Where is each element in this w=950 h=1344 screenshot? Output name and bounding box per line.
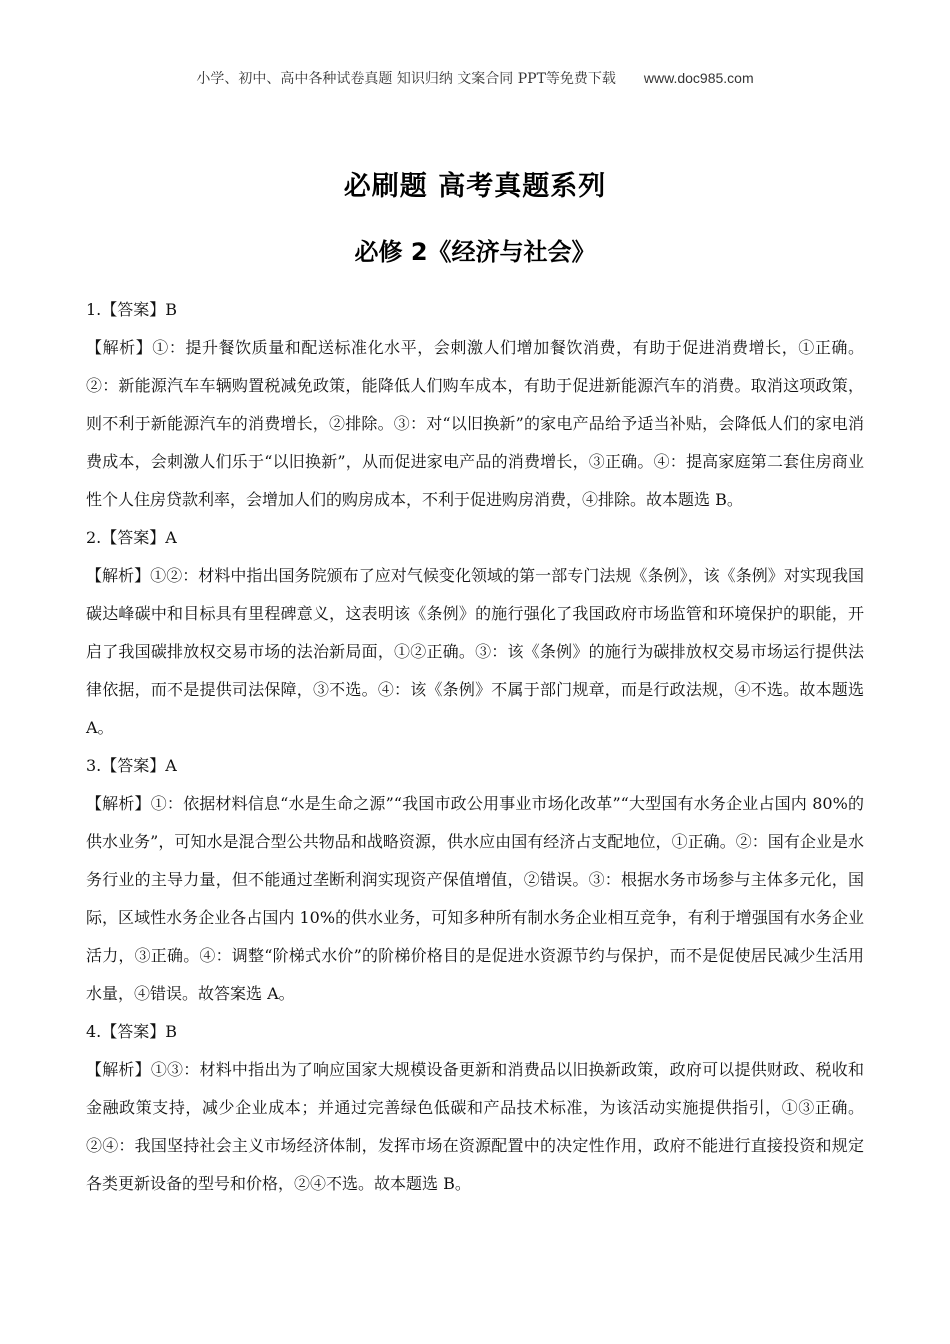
question-block xyxy=(86,291,864,519)
question-analysis: 【解析】①：提升餐饮质量和配送标准化水平，会刺激人们增加餐饮消费，有助于促进消费增长，①正确。②：新能源汽车车辆购置税减免政策，能降低人们购车成本，有助于促进新能源汽车的消费。取消这项政策，则不利于新能源汽车的消费增长，②排除。③：对“以旧换新”的家电产品给予适当补贴，会降低人们的家电消费成本，会刺激人们乐于“以旧换新”，从而促进家电产品的消费增长，③正确。④：提高家庭第二套住房商业性个人住房贷款利率，会增加人们的购房成本，不利于促进购房消费，④排除。故本题选 B。 xyxy=(86,338,864,509)
question-block xyxy=(86,747,864,1013)
document-title: 必刷题 高考真题系列 xyxy=(343,171,607,202)
page-header xyxy=(0,68,950,88)
question-answer: 1.【答案】B xyxy=(86,300,178,319)
answer-list xyxy=(86,291,864,1203)
header-site-link[interactable]: www.doc985.com xyxy=(643,70,754,86)
question-answer: 3.【答案】A xyxy=(86,756,177,775)
question-analysis: 【解析】①：依据材料信息“水是生命之源”“我国市政公用事业市场化改革”“大型国有水务企业占国内 80%的供水业务”，可知水是混合型公共物品和战略资源，供水应由国有经济占支配地位，①正确。②：国有企业是水务行业的主导力量，但不能通过垄断利润实现资产保值增值，②错误。③：根据水务市场参与主体多元化，国际，区域性水务企业各占国内 10%的供水业务，可知多种所有制水务企业相互竞争，有利于增强国有水务企业活力，③正确。④：调整“阶梯式水价”的阶梯价格目的是促进水资源节约与保护，而不是促使居民减少生活用水量，④错误。故答案选 A。 xyxy=(86,794,864,1003)
question-analysis: 【解析】①②：材料中指出国务院颁布了应对气候变化领域的第一部专门法规《条例》，该《条例》对实现我国碳达峰碳中和目标具有里程碑意义，这表明该《条例》的施行强化了我国政府市场监管和环境保护的职能，开启了我国碳排放权交易市场的法治新局面，①②正确。③：该《条例》的施行为碳排放权交易市场运行提供法律依据，而不是提供司法保障，③不选。④：该《条例》不属于部门规章，而是行政法规，④不选。故本题选 A。 xyxy=(86,566,864,737)
question-answer: 2.【答案】A xyxy=(86,528,177,547)
question-block xyxy=(86,519,864,747)
header-text: 小学、初中、高中各种试卷真题 知识归纳 文案合同 PPT等免费下载 xyxy=(196,71,616,87)
question-answer: 4.【答案】B xyxy=(86,1022,178,1041)
document-subtitle: 必修 2《经济与社会》 xyxy=(354,238,596,266)
question-analysis: 【解析】①③：材料中指出为了响应国家大规模设备更新和消费品以旧换新政策，政府可以提供财政、税收和金融政策支持，减少企业成本；并通过完善绿色低碳和产品技术标准，为该活动实施提供指引，①③正确。②④：我国坚持社会主义市场经济体制，发挥市场在资源配置中的决定性作用，政府不能进行直接投资和规定各类更新设备的型号和价格，②④不选。故本题选 B。 xyxy=(86,1060,864,1193)
question-block xyxy=(86,1013,864,1203)
